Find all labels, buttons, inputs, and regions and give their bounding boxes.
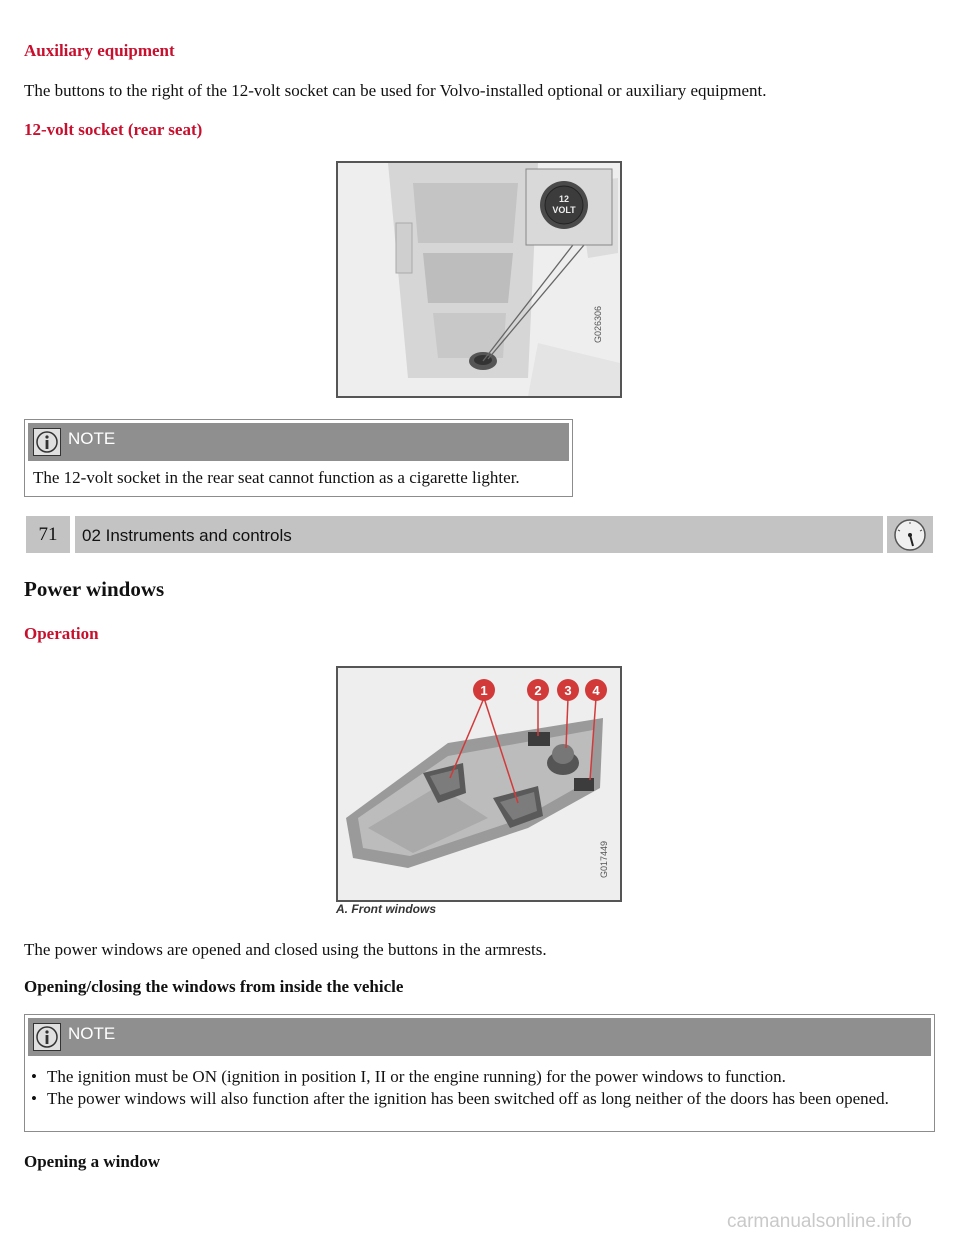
note-header [28,1018,931,1056]
operation-heading: Operation [24,624,99,643]
note-list-item: • The ignition must be ON (ignition in position I, II or the engine running) for the power windows to function. [25,1066,926,1088]
power-windows-intro: The power windows are opened and closed using the buttons in the armrests. [24,940,547,959]
note-list [25,1056,934,1110]
window-switch-figure [336,666,622,902]
info-icon [33,428,61,456]
open-close-heading: Opening/closing the windows from inside the vehicle [24,977,404,996]
window-figure-code: G017449 [599,840,609,878]
callout-label-4: 4 [592,683,600,698]
socket-figure [336,161,622,398]
opening-window-heading: Opening a window [24,1152,161,1171]
chapter-icon-box [887,516,933,553]
callout-label-1: 1 [480,683,488,698]
note-box-socket [24,419,573,497]
auxiliary-equipment-text: The buttons to the right of the 12-volt socket can be used for Volvo-installed optional or auxiliary equipment. [24,81,767,100]
note-text: The 12-volt socket in the rear seat cannot function as a cigarette lighter. [33,468,520,487]
socket-figure-code: G026306 [593,305,603,343]
chapter-title-bar [75,516,883,553]
callout-label-2: 2 [534,683,542,698]
svg-text:12: 12 [558,194,570,204]
power-windows-heading: Power windows [24,577,165,601]
page-number-box [26,516,70,553]
figure-caption: A. Front windows [336,902,436,916]
gauge-icon [887,516,933,553]
note-title: NOTE [68,1024,116,1043]
socket-illustration [338,163,620,396]
note-box-windows [24,1014,935,1132]
page-number: 71 [38,524,58,545]
callout-label-3: 3 [564,683,572,698]
note-list-item: • The power windows will also function after the ignition has been switched off as long neither of the doors has been opened. [25,1088,926,1110]
note-title: NOTE [68,429,116,448]
svg-text:VOLT: VOLT [552,205,576,215]
note-header [28,423,569,461]
window-switch-illustration [338,668,620,900]
info-icon [33,1023,61,1051]
auxiliary-equipment-heading: Auxiliary equipment [24,41,175,60]
chapter-title: 02 Instruments and controls [82,526,292,545]
socket-heading: 12-volt socket (rear seat) [24,120,203,139]
watermark: carmanualsonline.info [727,1211,912,1232]
